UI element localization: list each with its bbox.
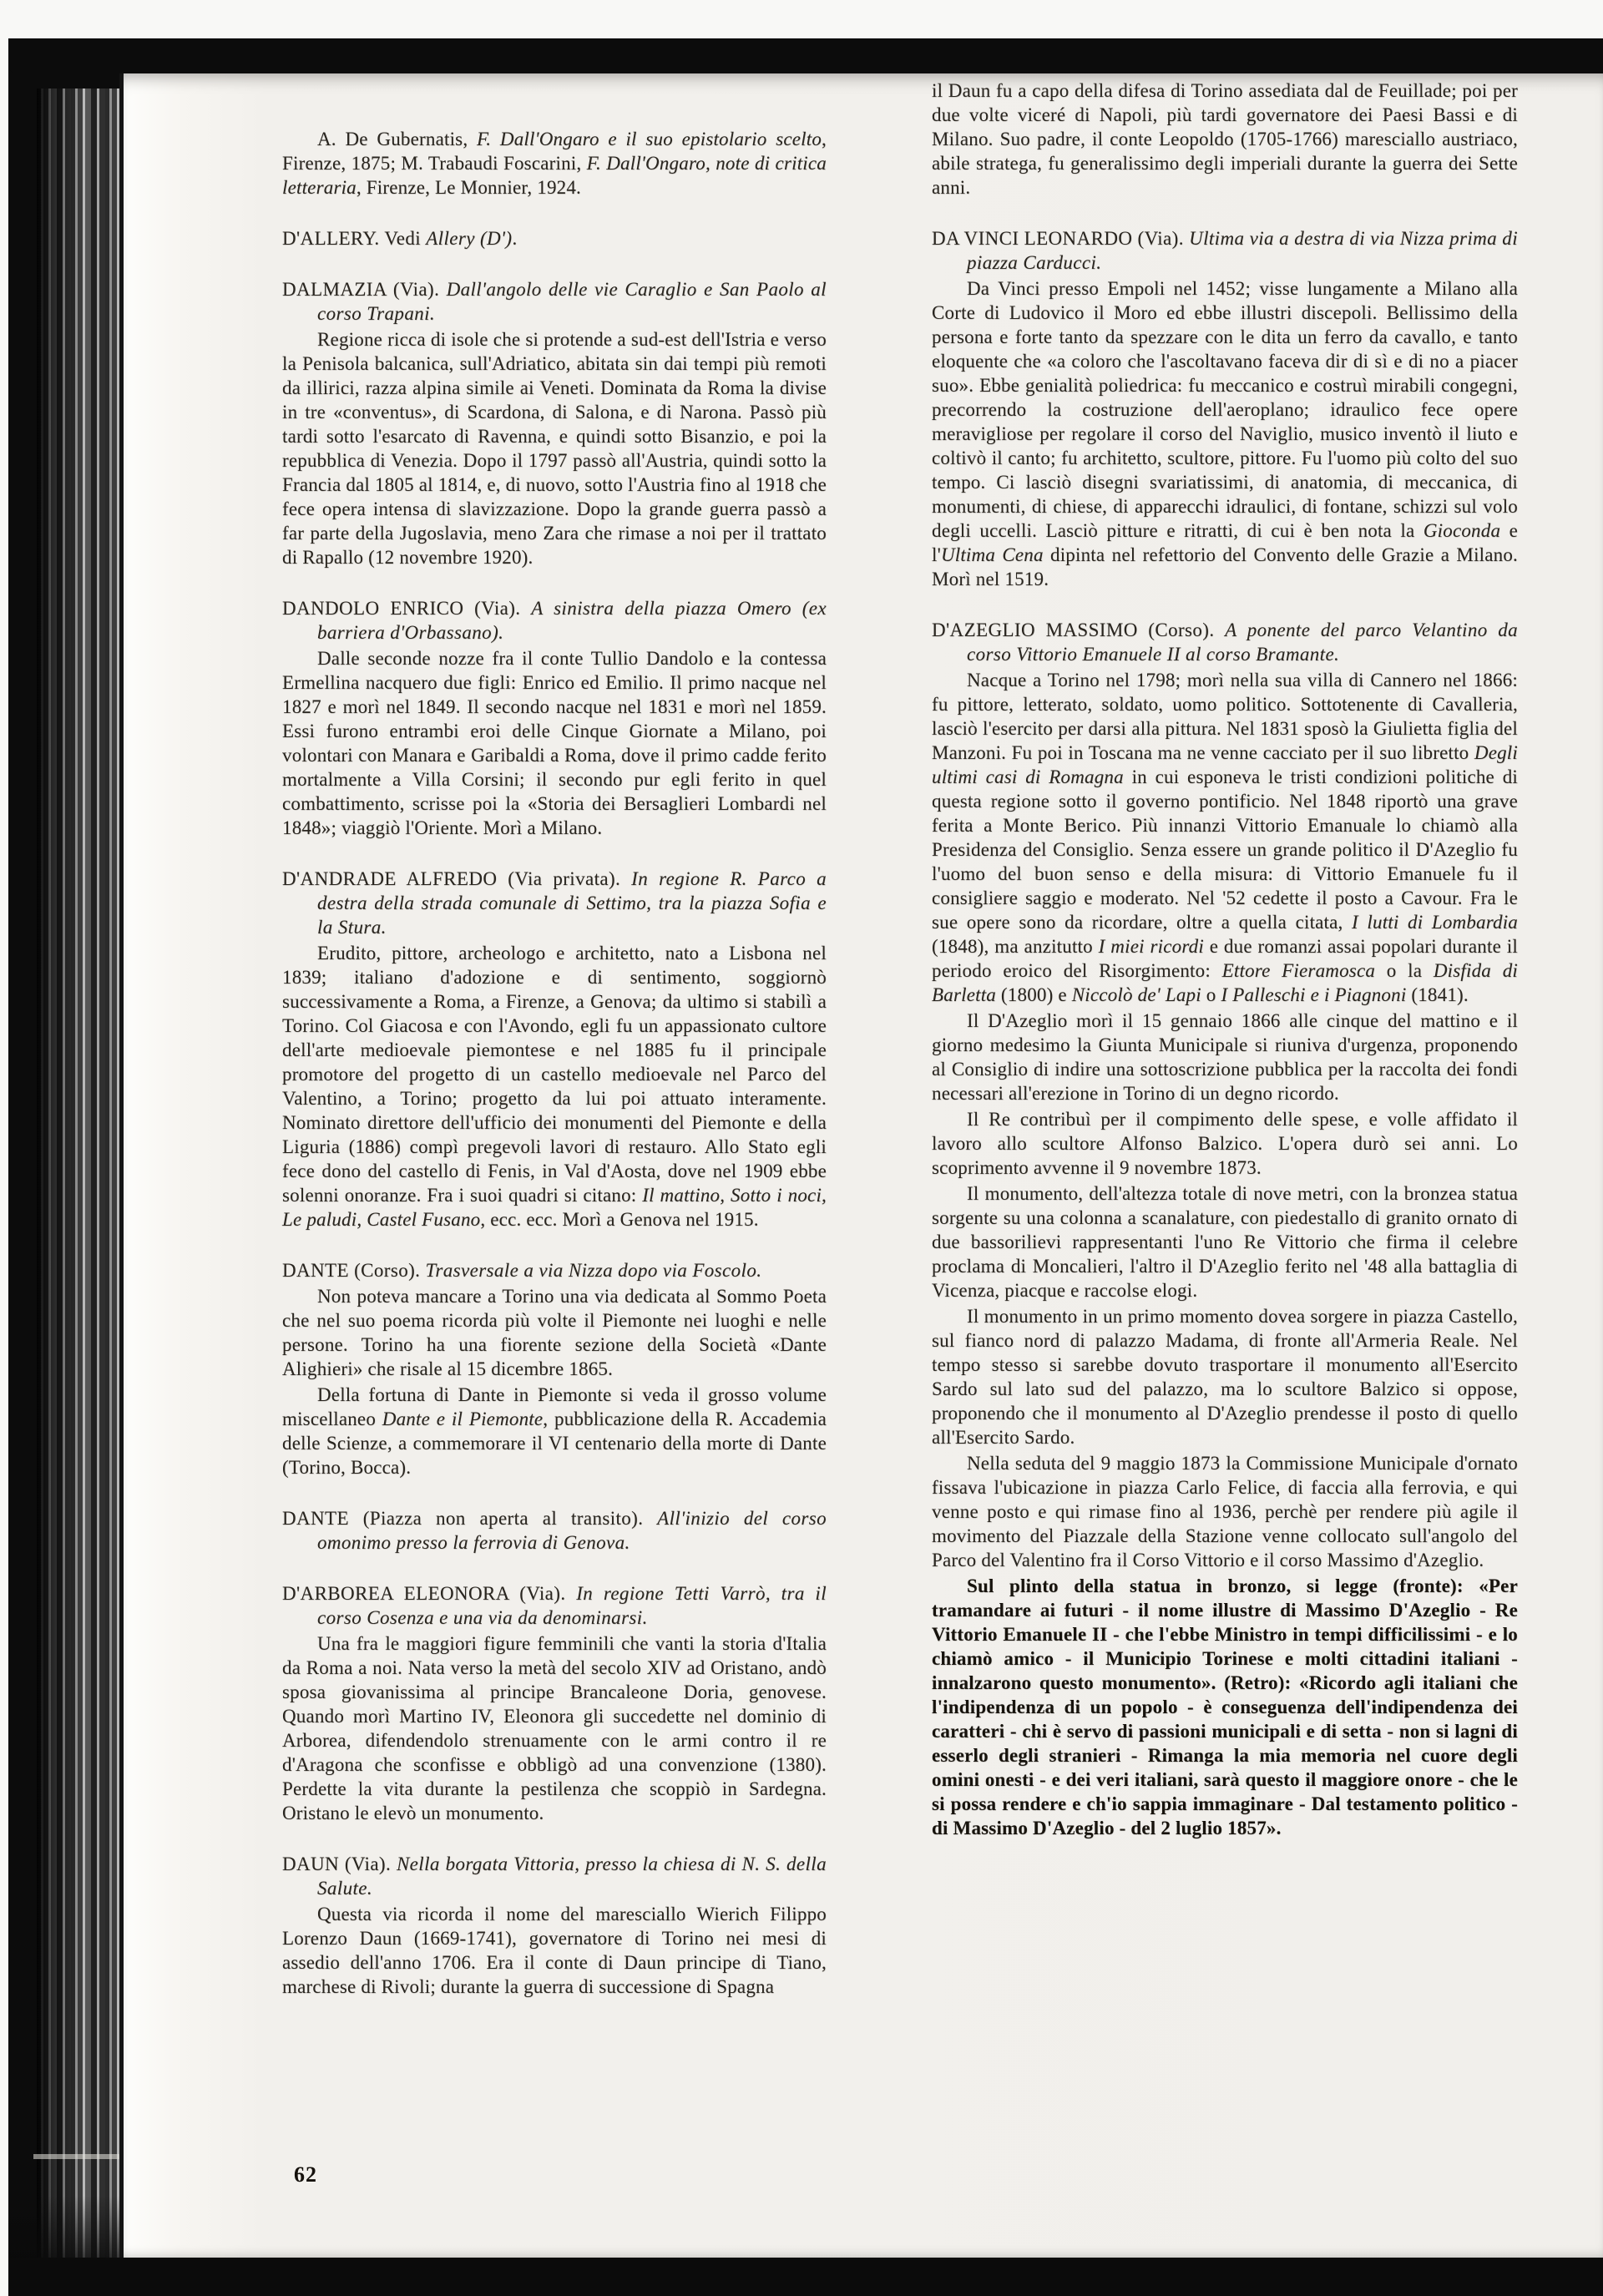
- dictionary-entry: [282, 1258, 827, 1479]
- text-segment: Degli ultimi casi di Romagna: [932, 742, 1518, 787]
- text-segment: F. Dall'Ongaro, note di critica letteraria: [282, 153, 827, 198]
- paragraph: [932, 1574, 1518, 1840]
- paragraph: [282, 941, 827, 1231]
- text-segment: Niccolò de' Lapi: [1071, 984, 1201, 1005]
- text-column-left: [282, 125, 827, 1999]
- text-segment: A sinistra della piazza Omero (ex barriera d'Orbassano).: [317, 598, 827, 643]
- text-segment: e l': [932, 520, 1518, 565]
- text-segment: o la: [1375, 960, 1434, 981]
- text-segment: D'ARBOREA ELEONORA (Via).: [282, 1583, 577, 1604]
- text-segment: In regione Tetti Varrò, tra il corso Cosenza e una via da denominarsi.: [317, 1583, 827, 1628]
- entry-heading: [282, 226, 827, 250]
- text-segment: (1800) e: [995, 984, 1072, 1005]
- text-segment: DANTE (Corso).: [282, 1260, 426, 1281]
- entry-heading: [282, 1506, 827, 1555]
- text-segment: DA VINCI LEONARDO (Via).: [932, 228, 1190, 249]
- paragraph: [282, 1631, 827, 1825]
- text-segment: Il monumento in un primo momento dovea sorgere in piazza Castello, sul fianco nord di palazzo Madama, di fronte all'Armeria Reale. Nel tempo stesso si sarebbe dovuto trasportare il monumento all'Esercito Sardo sul lato sud del palazzo, ma lo scultore Balzico si oppose, proponendo che il monumento al D'Azeglio prendesse il posto di quello all'Esercito Sardo.: [932, 1306, 1518, 1448]
- text-segment: Nella borgata Vittoria, presso la chiesa di N. S. della Salute.: [317, 1853, 827, 1899]
- text-segment: DANDOLO ENRICO (Via).: [282, 598, 532, 619]
- book-edge-bottom: [8, 2258, 1603, 2296]
- text-segment: , pubblicazione della R. Accademia delle Scienze, a commemorare il VI centenario della morte di Dante (Torino, Bocca).: [282, 1408, 827, 1478]
- text-segment: A ponente del parco Velantino da corso Vittorio Emanuele II al corso Bramante.: [967, 620, 1519, 665]
- text-segment: F. Dall'Ongaro e il suo epistolario scelto: [476, 129, 822, 149]
- entry-heading: [932, 618, 1518, 666]
- text-segment: DAUN (Via).: [282, 1853, 397, 1874]
- text-segment: Nella seduta del 9 maggio 1873 la Commissione Municipale d'ornato fissava l'ubicazione in piazza Carlo Felice, di faccia alla ferrovia, e qui venne posto e qui rimase fino al 1936, perchè per rendere più agile il movimento del Piazzale della Stazione venne collocato sull'angolo del Parco del Valentino fra il Corso Vittorio e il corso Massimo d'Azeglio.: [932, 1453, 1518, 1570]
- text-segment: I lutti di Lombardia: [1352, 912, 1519, 933]
- text-segment: o: [1201, 984, 1221, 1005]
- dictionary-entry: [282, 1852, 827, 1999]
- text-segment: Sul plinto della statua in bronzo, si legge (fronte): «Per tramandare ai futuri - il nome illustre di Massimo D'Azeglio - Re Vittorio Emanuele II - che l'ebbe Ministro in tempi difficilissimi - e lo chiamò amico - il Municipio Torinese e molti cittadini italiani - innalzarono questo monumento». (Retro): «Ricordo agli italiani che l'indipendenza di un popolo - è conseguenza dell'indipendenza dei caratteri - chi è servo di passioni municipali e di setta - non si lagni di esserlo degli stranieri - Rimanga la mia memoria nel cuore degli omini onesti - e dei veri italiani, sarà questo il maggiore onore - che le si possa rendere e ch'io sappia immaginare - Dal testamento politico - di Massimo D'Azeglio - del 2 luglio 1857».: [932, 1575, 1518, 1838]
- entry-heading: [282, 1581, 827, 1630]
- text-segment: Dall'angolo delle vie Caraglio e San Paolo al corso Trapani.: [317, 279, 827, 324]
- entry-heading: [282, 596, 827, 645]
- text-segment: D'ALLERY. Vedi: [282, 228, 427, 249]
- text-segment: Il mattino, Sotto i noci, Le paludi, Castel Fusano: [282, 1185, 827, 1230]
- dictionary-entry: [282, 1581, 827, 1825]
- text-segment: Ultima via a destra di via Nizza prima di piazza Carducci.: [967, 228, 1518, 273]
- text-segment: DANTE (Piazza non aperta al transito).: [282, 1508, 658, 1529]
- text-segment: D'AZEGLIO MASSIMO (Corso).: [932, 620, 1226, 640]
- paragraph: [932, 1009, 1518, 1105]
- text-segment: Gioconda: [1423, 520, 1501, 541]
- dictionary-entry: [932, 618, 1518, 1840]
- paragraph: [282, 127, 827, 200]
- paragraph: [932, 1181, 1518, 1302]
- text-column-right: [932, 77, 1518, 1840]
- text-segment: Non poteva mancare a Torino una via dedicata al Sommo Poeta che nel suo poema ricorda più volte il Piemonte nei luoghi e nelle persone. Torino ha una fiorente sezione della Società «Dante Alighieri» che risale al 15 dicembre 1865.: [282, 1286, 827, 1379]
- text-segment: Regione ricca di isole che si protende a sud-est dell'Istria e verso la Penisola balcanica, sull'Adriatico, abitata sin dai tempi più remoti da illirici, razza alpina simile ai Veneti. Dominata da Roma la divise in tre «conventus», di Scardona, di Salona, e di Narona. Passò più tardi sotto l'esarcato di Ravenna, e quindi sotto Bisanzio, e poi la repubblica di Venezia. Dopo il 1797 passò all'Austria, quindi sotto la Francia dal 1805 al 1814, e, di nuovo, sotto l'Austria fino al 1918 che fece opera intensa di slavizzazione. Dopo la grande guerra passò a far parte della Jugoslavia, meno Zara che rimase a noi per il trattato di Rapallo (12 novembre 1920).: [282, 329, 827, 568]
- book-edge-top: [8, 38, 1603, 73]
- dictionary-entry: [282, 596, 827, 840]
- entry-heading: [282, 1852, 827, 1900]
- dictionary-entry: [932, 226, 1518, 591]
- text-segment: D'ANDRADE ALFREDO (Via privata).: [282, 868, 632, 889]
- text-segment: DALMAZIA (Via).: [282, 279, 447, 300]
- text-segment: , Firenze, Le Monnier, 1924.: [356, 177, 582, 198]
- text-segment: Ultima Cena: [940, 544, 1044, 565]
- text-segment: Questa via ricorda il nome del maresciallo Wierich Filippo Lorenzo Daun (1669-1741), governatore di Torino nei mesi di assedio dell'anno 1706. Era il conte di Daun principe di Tiano, marchese di Rivoli; durante la guerra di successione di Spagna: [282, 1904, 827, 1997]
- text-segment: il Daun fu a capo della difesa di Torino assediata dal de Feuillade; poi per due volte viceré di Napoli, più tardi governatore dei Paesi Bassi e di Milano. Suo padre, il conte Leopoldo (1705-1766) maresciallo austriaco, abile stratega, fu generalissimo degli imperiali durante la guerra dei Sette anni.: [932, 80, 1518, 198]
- text-segment: , Firenze, 1875; M. Trabaudi Foscarini,: [282, 129, 827, 174]
- text-segment: in cui esponeva le tristi condizioni politiche di questa regione sotto il governo pontificio. Nel 1848 riportò una grave ferita a Monte Berico. Più innanzi Vittorio Emanuale lo chiamò alla Presidenza del Consiglio. Senza essere un grande politico il D'Azeglio fu l'uomo del buon senso e della misura: di Vittorio Emanuele fu il consigliere saggio e moderato. Nel '52 cedette il posto a Cavour. Fra le sue opere sono da ricordare, oltre a quella citata,: [932, 766, 1519, 933]
- paragraph: [932, 1451, 1518, 1572]
- text-segment: All'inizio del corso omonimo presso la ferrovia di Genova.: [317, 1508, 827, 1553]
- paragraph: [282, 646, 827, 840]
- entry-heading: [282, 867, 827, 939]
- text-segment: Il D'Azeglio morì il 15 gennaio 1866 alle cinque del mattino e il giorno medesimo la Giunta Municipale si riuniva d'urgenza, proponendo al Consiglio di indire una sottoscrizione pubblica per la raccolta dei fondi necessari all'erezione in Torino di un degno ricordo.: [932, 1010, 1518, 1104]
- gutter-highlight: [33, 2154, 124, 2159]
- text-segment: I Palleschi e i Piagnoni: [1221, 984, 1407, 1005]
- text-segment: Da Vinci presso Empoli nel 1452; visse lungamente a Milano alla Corte di Ludovico il Moro ed ebbe illustri discepoli. Bellissimo della persona e forte tanto da spezzare con le dita un ferro da cavallo, e tanto eloquente che «a coloro che l'ascoltavano faceva dir di sì e di no a piacer suo». Ebbe genialità poliedrica: fu meccanico e costruì mirabili congegni, precorrendo la costruzione dell'aeroplano; idraulico fece opere meravigliose per regolare il corso del Naviglio, musico inventò il liuto e coltivò il canto; fu architetto, scultore, pittore. Fu l'uomo più colto del suo tempo. Ci lasciò disegni svariatissimi, di anatomia, di meccanica, di monumenti, di chiese, di apparecchi idraulici, di fontane, schizzi sul volo degli uccelli. Lasciò pitture e ritratti, di cui è ben nota la: [932, 278, 1518, 541]
- text-segment: (1841).: [1406, 984, 1469, 1005]
- text-segment: Allery (D'): [426, 228, 513, 249]
- book-gutter: [8, 38, 124, 2296]
- page-paper: [124, 73, 1603, 2258]
- text-segment: Ettore Fieramosca: [1221, 960, 1376, 981]
- dictionary-entry: [282, 226, 827, 250]
- text-segment: , ecc. ecc. Morì a Genova nel 1915.: [480, 1209, 759, 1230]
- dictionary-entry: [282, 867, 827, 1231]
- text-segment: Una fra le maggiori figure femminili che vanti la storia d'Italia da Roma a noi. Nata verso la metà del secolo XIV ad Oristano, andò sposa giovanissima al principe Brancaleone Doria, genovese. Quando morì Martino IV, Eleonora gli succedette nel dominio di Arborea, difendendolo strenuamente con le armi contro il re d'Aragona che sconfisse e obbligò ad una convenzione (1380). Perdette la vita durante la pestilenza che scoppiò in Sardegna. Oristano le elevò un monumento.: [282, 1633, 827, 1823]
- text-segment: Il Re contribuì per il compimento delle spese, e volle affidato il lavoro allo scultore Alfonso Balzico. L'opera durò sei anni. Lo scoprimento avvenne il 9 novembre 1873.: [932, 1109, 1518, 1178]
- text-segment: .: [512, 228, 518, 249]
- paragraph: [932, 78, 1518, 200]
- text-segment: Il monumento, dell'altezza totale di nove metri, con la bronzea statua sorgente su una colonna a scanalature, con piedestallo di granito ornato di due bassorilievi rappresentanti l'uno Re Vittorio che firma il celebre proclama di Moncalieri, l'altro il D'Azeglio ferito nel '48 alla battaglia di Vicenza, piacque e raccolse elogi.: [932, 1183, 1518, 1301]
- page-number: 62: [294, 2162, 317, 2187]
- paragraph: [282, 1383, 827, 1479]
- text-segment: In regione R. Parco a destra della strada comunale di Settimo, tra la piazza Sofia e la Stura.: [317, 868, 827, 938]
- dictionary-entry: [282, 1506, 827, 1555]
- text-segment: Dalle seconde nozze fra il conte Tullio Dandolo e la contessa Ermellina nacquero due figli: Enrico ed Emilio. Il primo nacque nel 1827 e morì nel 1849. Il secondo nacque nel 1831 e morì nel 1859. Essi furono entrambi eroi delle Cinque Giornate a Milano, poi volontari con Manara e Garibaldi a Roma, dove il primo cadde ferito mortalmente a Villa Corsini; il secondo pur egli ferito in quel combattimento, scrisse poi la «Storia dei Bersaglieri Lombardi nel 1848»; viaggiò l'Oriente. Morì a Milano.: [282, 648, 827, 838]
- text-segment: Trasversale a via Nizza dopo via Foscolo.: [425, 1260, 762, 1281]
- entry-heading: [282, 277, 827, 326]
- text-segment: Erudito, pittore, archeologo e architetto, nato a Lisbona nel 1839; italiano d'adozione e di sentimento, soggiornò successivamente a Roma, a Firenze, a Genova; da ultimo si stabilì a Torino. Col Giacosa e con l'Avondo, egli fu un appassionato cultore dell'arte medioevale piemontese e nel 1885 fu il principale promotore del progetto di un castello medioevale nel Parco del Valentino, a Torino; progetto da lui poi attuato interamente. Nominato direttore dell'ufficio dei monumenti del Piemonte e della Liguria (1886) compì pregevoli lavori di restauro. Allo Stato egli fece dono del castello di Fenis, in Val d'Aosta, dove nel 1909 ebbe solenni onoranze. Fra i suoi quadri si citano:: [282, 943, 827, 1206]
- paragraph: [282, 327, 827, 569]
- text-segment: Nacque a Torino nel 1798; morì nella sua villa di Cannero nel 1866: fu pittore, letterato, soldato, uomo politico. Sottotenente di Cavalleria, lasciò l'esercito per darsi alla pittura. Nel 1831 sposò la Giulietta figlia del Manzoni. Fu poi in Toscana ma ne venne cacciato per il suo libretto: [932, 670, 1518, 763]
- paragraph: [282, 1284, 827, 1381]
- text-segment: A. De Gubernatis,: [317, 129, 477, 149]
- page-stack-edges: [37, 89, 124, 2263]
- dictionary-entry: [282, 277, 827, 569]
- paragraph: [932, 276, 1518, 591]
- text-segment: (1848), ma anzitutto: [932, 936, 1099, 957]
- entry-heading: [282, 1258, 827, 1282]
- paragraph: [932, 668, 1518, 1007]
- paragraph: [932, 1304, 1518, 1449]
- text-segment: I miei ricordi: [1098, 936, 1204, 957]
- text-segment: e due romanzi assai popolari durante il periodo eroico del Risorgimento:: [932, 936, 1518, 981]
- entry-heading: [932, 226, 1518, 275]
- text-segment: Della fortuna di Dante in Piemonte si veda il grosso volume miscellaneo: [282, 1384, 827, 1429]
- text-segment: Dante e il Piemonte: [382, 1408, 544, 1429]
- text-segment: Disfida di Barletta: [932, 960, 1518, 1005]
- text-segment: dipinta nel refettorio del Convento delle Grazie a Milano. Morì nel 1519.: [932, 544, 1519, 589]
- paragraph: [282, 1902, 827, 1999]
- paragraph: [932, 1107, 1518, 1180]
